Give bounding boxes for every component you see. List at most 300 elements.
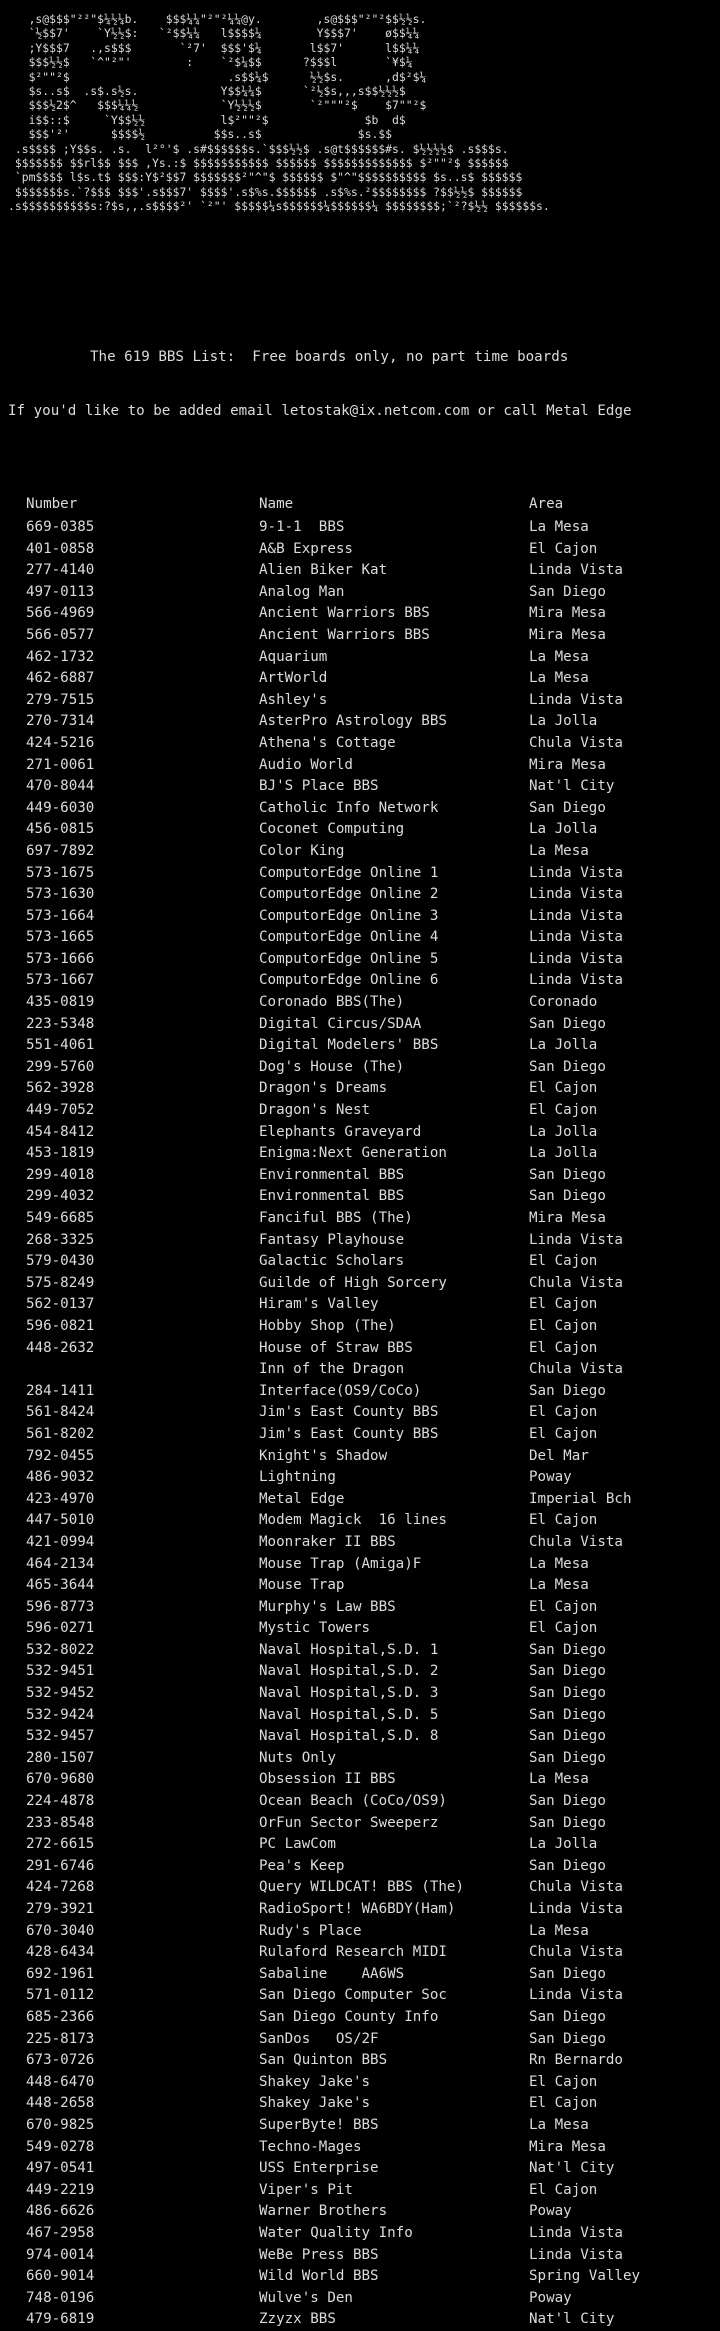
bbs-name: Obsession II BBS xyxy=(259,1771,396,1788)
bbs-name: Environmental BBS xyxy=(259,1188,405,1205)
table-row xyxy=(26,927,709,949)
bbs-area: La Mesa xyxy=(529,842,589,859)
table-row xyxy=(26,1726,709,1748)
bbs-area: Poway xyxy=(529,1469,572,1486)
table-row xyxy=(26,582,709,604)
bbs-number: 573-1675 xyxy=(26,864,95,881)
bbs-number: 685-2366 xyxy=(26,2008,95,2025)
bbs-area: Mira Mesa xyxy=(529,626,606,643)
bbs-area: San Diego xyxy=(529,1814,606,1831)
bbs-number: 448-2658 xyxy=(26,2095,95,2112)
bbs-area: San Diego xyxy=(529,1749,606,1766)
bbs-area: La Jolla xyxy=(529,821,598,838)
bbs-number: 486-9032 xyxy=(26,1469,95,1486)
bbs-area: La Jolla xyxy=(529,1836,598,1853)
table-row xyxy=(26,776,709,798)
bbs-area: Chula Vista xyxy=(529,1879,623,1896)
table-row xyxy=(26,1683,709,1705)
table-row xyxy=(26,1791,709,1813)
table-row xyxy=(26,2093,709,2115)
bbs-area: El Cajon xyxy=(529,2095,598,2112)
table-row xyxy=(26,1251,709,1273)
bbs-name: Ancient Warriors BBS xyxy=(259,605,430,622)
bbs-area: Linda Vista xyxy=(529,2224,623,2241)
bbs-number: 566-0577 xyxy=(26,626,95,643)
bbs-number: 596-8773 xyxy=(26,1598,95,1615)
bbs-area: San Diego xyxy=(529,1685,606,1702)
bbs-area: San Diego xyxy=(529,1641,606,1658)
bbs-name: Jim's East County BBS xyxy=(259,1425,439,1442)
table-row xyxy=(26,1985,709,2007)
table-row xyxy=(26,2288,709,2310)
bbs-name: Guilde of High Sorcery xyxy=(259,1274,447,1291)
table-row xyxy=(26,1964,709,1986)
table-row xyxy=(26,1510,709,1532)
bbs-name: Catholic Info Network xyxy=(259,799,439,816)
table-row xyxy=(26,647,709,669)
bbs-number: 573-1666 xyxy=(26,950,95,967)
bbs-area: San Diego xyxy=(529,1166,606,1183)
table-row xyxy=(26,755,709,777)
bbs-area: La Jolla xyxy=(529,1037,598,1054)
bbs-name: Pea's Keep xyxy=(259,1857,345,1874)
bbs-area: Linda Vista xyxy=(529,1231,623,1248)
table-row xyxy=(26,1467,709,1489)
bbs-number: 596-0271 xyxy=(26,1620,95,1637)
bbs-number: 454-8412 xyxy=(26,1123,95,1140)
bbs-area: San Diego xyxy=(529,1058,606,1075)
bbs-name: Naval Hospital,S.D. 1 xyxy=(259,1641,439,1658)
bbs-area: San Diego xyxy=(529,1728,606,1745)
bbs-name: Query WILDCAT! BBS (The) xyxy=(259,1879,464,1896)
bbs-name: Modem Magick 16 lines xyxy=(259,1512,447,1529)
bbs-name: OrFun Sector Sweeperz xyxy=(259,1814,439,1831)
bbs-number: 233-8548 xyxy=(26,1814,95,1831)
bbs-name: San Diego Computer Soc xyxy=(259,1987,447,2004)
bbs-area: Linda Vista xyxy=(529,691,623,708)
table-row xyxy=(26,2223,709,2245)
table-row xyxy=(26,884,709,906)
bbs-number: 465-3644 xyxy=(26,1577,95,1594)
bbs-name: House of Straw BBS xyxy=(259,1339,413,1356)
bbs-area: La Mesa xyxy=(529,1577,589,1594)
bbs-area: Linda Vista xyxy=(529,1901,623,1917)
bbs-name: PC LawCom xyxy=(259,1836,336,1853)
table-row xyxy=(26,1381,709,1403)
bbs-area: San Diego xyxy=(529,1663,606,1680)
bbs-name: Lightning xyxy=(259,1469,336,1486)
intro-text xyxy=(8,312,720,456)
table-row xyxy=(26,1597,709,1619)
bbs-area: Nat'l City xyxy=(529,2311,615,2328)
table-row xyxy=(26,2180,709,2202)
table-row xyxy=(26,1705,709,1727)
bbs-name: Inn of the Dragon xyxy=(259,1361,405,1378)
bbs-name: Shakey Jake's xyxy=(259,2095,371,2112)
bbs-area: San Diego xyxy=(529,1382,606,1399)
bbs-number: 453-1819 xyxy=(26,1145,95,1162)
bbs-number xyxy=(26,1359,259,1381)
table-header xyxy=(26,494,709,517)
bbs-name: ComputorEdge Online 2 xyxy=(259,886,439,903)
bbs-table xyxy=(26,494,709,2331)
bbs-number: 447-5010 xyxy=(26,1512,95,1529)
bbs-area: Linda Vista xyxy=(529,929,623,946)
table-row xyxy=(26,2115,709,2137)
bbs-number: 792-0455 xyxy=(26,1447,95,1464)
bbs-name: Rudy's Place xyxy=(259,1922,362,1939)
bbs-area: Nat'l City xyxy=(529,2160,615,2177)
bbs-number: 692-1961 xyxy=(26,1965,95,1982)
bbs-number: 561-8424 xyxy=(26,1404,95,1421)
bbs-area: El Cajon xyxy=(529,1339,598,1356)
table-row xyxy=(26,2266,709,2288)
bbs-name: Digital Circus/SDAA xyxy=(259,1015,422,1032)
bbs-number: 279-3921 xyxy=(26,1901,95,1917)
bbs-number: 532-9424 xyxy=(26,1706,95,1723)
table-row xyxy=(26,992,709,1014)
table-row xyxy=(26,1338,709,1360)
bbs-number: 497-0113 xyxy=(26,583,95,600)
table-row xyxy=(26,539,709,561)
bbs-name: Audio World xyxy=(259,756,353,773)
table-header-row xyxy=(26,494,709,517)
bbs-name: AsterPro Astrology BBS xyxy=(259,713,447,730)
bbs-name: ArtWorld xyxy=(259,670,328,687)
bbs-name: Sabaline AA6WS xyxy=(259,1965,405,1982)
table-row xyxy=(26,1424,709,1446)
bbs-area: Mira Mesa xyxy=(529,1210,606,1226)
bbs-area: La Jolla xyxy=(529,1145,598,1162)
table-row xyxy=(26,1921,709,1943)
bbs-name: Ancient Warriors BBS xyxy=(259,626,430,643)
bbs-name: Wild World BBS xyxy=(259,2268,379,2285)
bbs-number: 448-2632 xyxy=(26,1339,95,1356)
bbs-name: ComputorEdge Online 3 xyxy=(259,907,439,924)
bbs-number: 562-3928 xyxy=(26,1080,95,1097)
bbs-name: RadioSport! WA6BDY(Ham) xyxy=(259,1901,456,1917)
bbs-number: 974-0014 xyxy=(26,2246,95,2263)
bbs-number: 497-0541 xyxy=(26,2160,95,2177)
bbs-name: Mystic Towers xyxy=(259,1620,371,1637)
list-title: The 619 BBS List: Free boards only, no part time boards xyxy=(90,349,569,365)
bbs-name: Hobby Shop (The) xyxy=(259,1317,396,1334)
bbs-name: Galactic Scholars xyxy=(259,1253,405,1270)
bbs-name: Zzyzx BBS xyxy=(259,2311,336,2328)
bbs-number: 424-5216 xyxy=(26,734,95,751)
bbs-area: San Diego xyxy=(529,583,606,600)
bbs-number: 464-2134 xyxy=(26,1555,95,1572)
bbs-number: 748-0196 xyxy=(26,2289,95,2306)
bbs-name: Metal Edge xyxy=(259,1490,345,1507)
table-row xyxy=(26,1165,709,1187)
bbs-name: Athena's Cottage xyxy=(259,734,396,751)
bbs-area: El Cajon xyxy=(529,1317,598,1334)
table-row xyxy=(26,1230,709,1252)
bbs-area: Rn Bernardo xyxy=(529,2052,623,2069)
bbs-number: 449-6030 xyxy=(26,799,95,816)
bbs-area: San Diego xyxy=(529,1793,606,1810)
table-row xyxy=(26,1748,709,1770)
bbs-area: La Mesa xyxy=(529,1922,589,1939)
bbs-area: La Mesa xyxy=(529,670,589,687)
bbs-number: 299-5760 xyxy=(26,1058,95,1075)
table-row xyxy=(26,970,709,992)
table-row xyxy=(26,1640,709,1662)
table-row xyxy=(26,1186,709,1208)
table-row xyxy=(26,2158,709,2180)
bbs-name: Jim's East County BBS xyxy=(259,1404,439,1421)
table-row xyxy=(26,906,709,928)
bbs-number: 279-7515 xyxy=(26,691,95,708)
bbs-number: 423-4970 xyxy=(26,1490,95,1507)
bbs-area: San Diego xyxy=(529,1015,606,1032)
table-row xyxy=(26,1446,709,1468)
bbs-number: 573-1664 xyxy=(26,907,95,924)
ascii-art-banner: ,s@$$$"²²"$¼½¼b. $$$¼¼"²"²¼¼@y. ,s@$$$"²"²$$½½s. `½$$7' `Y½½$: `²$$¼¼ l$$$$¼ Y$$$7' ø$$¼¼ ;Y$$$7 .,s$$$ `²7' $$$'$¼ l$$7' l$$¼¼ $$$½½$ `^"²"' : `²$¼$$ ?$$$l `¥$¼ $²""²$ .s$$¼$ ½½$s. ,d$²$¼ $s..s$ .s$.s½s. Y$$¼¼$ `²½$s,,,s$$½½½$ $$$½2$^ $$$¼¼½ `Y½½½$ `²"""²$ $7""²$ i$$::$ `Y$$½½ l$²""²$ $b d$ $$$'²' $$$$½ $$s..s$ $s.$$ .s$$$$ ;Y$$s. .s. l²°'$ .s#$$$$$$s.`$$$½½$ .s@t$$$$$$#s. $½½½½$ .s$$$s. $$$$$$$ $$rl$$ $$$ ,Ys.:$ $$$$$$$$$$$ $$$$$$ $$$$$$$$$$$$$ $²""²$ $$$$$$ `pm$$$$ l$s.t$ $$$:Y$²$$7 $$$$$$$²"^"$ $$$$$$ $"^"$$$$$$$$$$ $s..s$ $$$$$$ $$$$$$$s.`?$$$ $$$'.s$$$7' $$$$'.s$%s.$$$$$$ .s$%s.²$$$$$$$$ ?$$½½$ $$$$$$ .s$$$$$$$$$$s:?$s,,.s$$$$²' `²"' $$$$$¼s$$$$$$¼$$$$$$¼ $$$$$$$$;`²?$½½ $$$$$$s. xyxy=(8,12,550,214)
bbs-area: El Cajon xyxy=(529,1620,598,1637)
table-row xyxy=(26,1143,709,1165)
bbs-number: 448-6470 xyxy=(26,2073,95,2090)
bbs-number: 669-0385 xyxy=(26,519,95,535)
bbs-number: 462-1732 xyxy=(26,648,95,665)
bbs-name: Aquarium xyxy=(259,648,328,665)
bbs-name: BJ'S Place BBS xyxy=(259,778,379,795)
bbs-name: USS Enterprise xyxy=(259,2160,379,2177)
bbs-number: 579-0430 xyxy=(26,1253,95,1270)
table-row xyxy=(26,2137,709,2159)
column-header-name: Name xyxy=(259,496,294,512)
bbs-name: Analog Man xyxy=(259,583,345,600)
table-row xyxy=(26,798,709,820)
table-row xyxy=(26,668,709,690)
bbs-area: San Diego xyxy=(529,2008,606,2025)
bbs-name: Dragon's Dreams xyxy=(259,1080,388,1097)
bbs-area: La Mesa xyxy=(529,2116,589,2133)
bbs-area: Linda Vista xyxy=(529,950,623,967)
bbs-name: Knight's Shadow xyxy=(259,1447,388,1464)
bbs-name: Nuts Only xyxy=(259,1749,336,1766)
bbs-area: Poway xyxy=(529,2289,572,2306)
bbs-area: El Cajon xyxy=(529,1598,598,1615)
bbs-number: 462-6887 xyxy=(26,670,95,687)
bbs-number: 456-0815 xyxy=(26,821,95,838)
table-row xyxy=(26,1942,709,1964)
table-row xyxy=(26,2050,709,2072)
bbs-area: Chula Vista xyxy=(529,1533,623,1550)
table-row xyxy=(26,1100,709,1122)
bbs-number: 223-5348 xyxy=(26,1015,95,1032)
table-row xyxy=(26,1899,709,1921)
table-row xyxy=(26,1661,709,1683)
bbs-area: Poway xyxy=(529,2203,572,2220)
bbs-number: 280-1507 xyxy=(26,1749,95,1766)
bbs-number: 571-0112 xyxy=(26,1987,95,2004)
bbs-area: Mira Mesa xyxy=(529,605,606,622)
bbs-number: 470-8044 xyxy=(26,778,95,795)
table-row xyxy=(26,1014,709,1036)
bbs-name: Dragon's Nest xyxy=(259,1102,371,1119)
bbs-number: 596-0821 xyxy=(26,1317,95,1334)
bbs-number: 299-4032 xyxy=(26,1188,95,1205)
table-row xyxy=(26,603,709,625)
table-row xyxy=(26,1856,709,1878)
table-row xyxy=(26,2072,709,2094)
table-row xyxy=(26,1208,709,1230)
bbs-name: Enigma:Next Generation xyxy=(259,1145,447,1162)
bbs-number: 549-0278 xyxy=(26,2138,95,2155)
bbs-area: Chula Vista xyxy=(529,734,623,751)
table-row xyxy=(26,1813,709,1835)
bbs-name: Naval Hospital,S.D. 2 xyxy=(259,1663,439,1680)
table-row xyxy=(26,1316,709,1338)
bbs-area: Nat'l City xyxy=(529,778,615,795)
table-row xyxy=(26,1035,709,1057)
bbs-name: ComputorEdge Online 1 xyxy=(259,864,439,881)
bbs-number: 549-6685 xyxy=(26,1210,95,1226)
bbs-name: Moonraker II BBS xyxy=(259,1533,396,1550)
bbs-name: Color King xyxy=(259,842,345,859)
bbs-number: 566-4969 xyxy=(26,605,95,622)
bbs-name: Ashley's xyxy=(259,691,328,708)
table-row xyxy=(26,1359,709,1381)
table-row xyxy=(26,1294,709,1316)
bbs-name: Digital Modelers' BBS xyxy=(259,1037,439,1054)
bbs-number: 291-6746 xyxy=(26,1857,95,1874)
bbs-number: 479-6819 xyxy=(26,2311,95,2328)
table-row xyxy=(26,1057,709,1079)
bbs-area: El Cajon xyxy=(529,2181,598,2198)
table-row xyxy=(26,711,709,733)
bbs-area: San Diego xyxy=(529,2030,606,2047)
bbs-area: Coronado xyxy=(529,994,598,1011)
bbs-number: 486-6626 xyxy=(26,2203,95,2220)
table-row xyxy=(26,2007,709,2029)
bbs-number: 270-7314 xyxy=(26,713,95,730)
bbs-name: Naval Hospital,S.D. 3 xyxy=(259,1685,439,1702)
bbs-number: 697-7892 xyxy=(26,842,95,859)
bbs-number: 575-8249 xyxy=(26,1274,95,1291)
bbs-area: Linda Vista xyxy=(529,1987,623,2004)
bbs-number: 428-6434 xyxy=(26,1944,95,1961)
bbs-number: 424-7268 xyxy=(26,1879,95,1896)
bbs-area: San Diego xyxy=(529,1706,606,1723)
bbs-number: 532-9457 xyxy=(26,1728,95,1745)
bbs-area: El Cajon xyxy=(529,540,598,557)
table-row xyxy=(26,1554,709,1576)
bbs-name: San Quinton BBS xyxy=(259,2052,388,2069)
bbs-name: Fanciful BBS (The) xyxy=(259,1210,413,1226)
bbs-area: Spring Valley xyxy=(529,2268,641,2285)
bbs-number: 532-8022 xyxy=(26,1641,95,1658)
bbs-name: Coconet Computing xyxy=(259,821,405,838)
bbs-name: Dog's House (The) xyxy=(259,1058,405,1075)
table-row xyxy=(26,1532,709,1554)
bbs-area: Linda Vista xyxy=(529,907,623,924)
bbs-number: 670-3040 xyxy=(26,1922,95,1939)
bbs-area: El Cajon xyxy=(529,1102,598,1119)
bbs-number: 284-1411 xyxy=(26,1382,95,1399)
bbs-number: 277-4140 xyxy=(26,562,95,579)
bbs-area: Imperial Bch xyxy=(529,1490,632,1507)
table-body xyxy=(26,517,709,2331)
table-row xyxy=(26,1402,709,1424)
bbs-area: San Diego xyxy=(529,799,606,816)
bbs-number: 401-0858 xyxy=(26,540,95,557)
bbs-name: Interface(OS9/CoCo) xyxy=(259,1382,422,1399)
bbs-area: El Cajon xyxy=(529,1404,598,1421)
bbs-area: San Diego xyxy=(529,1188,606,1205)
bbs-name: Wulve's Den xyxy=(259,2289,353,2306)
bbs-area: Mira Mesa xyxy=(529,2138,606,2155)
bbs-number: 449-7052 xyxy=(26,1102,95,1119)
bbs-name: WeBe Press BBS xyxy=(259,2246,379,2263)
bbs-number: 224-4878 xyxy=(26,1793,95,1810)
bbs-number: 272-6615 xyxy=(26,1836,95,1853)
bbs-name: Shakey Jake's xyxy=(259,2073,371,2090)
bbs-number: 421-0994 xyxy=(26,1533,95,1550)
bbs-number: 673-0726 xyxy=(26,2052,95,2069)
bbs-number: 573-1667 xyxy=(26,972,95,989)
column-header-area: Area xyxy=(529,496,564,512)
bbs-name: Murphy's Law BBS xyxy=(259,1598,396,1615)
bbs-area: El Cajon xyxy=(529,1253,598,1270)
table-row xyxy=(26,690,709,712)
table-row xyxy=(26,1489,709,1511)
bbs-name: ComputorEdge Online 5 xyxy=(259,950,439,967)
bbs-name: Rulaford Research MIDI xyxy=(259,1944,447,1961)
bbs-name: SanDos OS/2F xyxy=(259,2030,379,2047)
table-row xyxy=(26,733,709,755)
bbs-area: La Mesa xyxy=(529,1771,589,1788)
bbs-name: Techno-Mages xyxy=(259,2138,362,2155)
table-row xyxy=(26,560,709,582)
contact-line: If you'd like to be added email letostak@ix.netcom.com or call Metal Edge xyxy=(8,403,632,419)
bbs-number: 660-9014 xyxy=(26,2268,95,2285)
bbs-number: 268-3325 xyxy=(26,1231,95,1248)
bbs-number: 573-1665 xyxy=(26,929,95,946)
bbs-area: El Cajon xyxy=(529,2073,598,2090)
bbs-name: Viper's Pit xyxy=(259,2181,353,2198)
bbs-name: ComputorEdge Online 4 xyxy=(259,929,439,946)
bbs-name: A&B Express xyxy=(259,540,353,557)
bbs-area: San Diego xyxy=(529,1965,606,1982)
bbs-area: El Cajon xyxy=(529,1296,598,1313)
table-row xyxy=(26,1834,709,1856)
table-row xyxy=(26,517,709,539)
bbs-area: El Cajon xyxy=(529,1512,598,1529)
bbs-area: El Cajon xyxy=(529,1080,598,1097)
table-row xyxy=(26,2245,709,2267)
bbs-area: La Jolla xyxy=(529,713,598,730)
bbs-number: 562-0137 xyxy=(26,1296,95,1313)
bbs-number: 271-0061 xyxy=(26,756,95,773)
column-header-number: Number xyxy=(26,496,78,512)
bbs-number: 670-9680 xyxy=(26,1771,95,1788)
bbs-name: SuperByte! BBS xyxy=(259,2116,379,2133)
bbs-name: Naval Hospital,S.D. 5 xyxy=(259,1706,439,1723)
bbs-name: Coronado BBS(The) xyxy=(259,994,405,1011)
bbs-number: 225-8173 xyxy=(26,2030,95,2047)
bbs-area: Linda Vista xyxy=(529,972,623,989)
table-row xyxy=(26,2201,709,2223)
table-row xyxy=(26,949,709,971)
bbs-area: La Jolla xyxy=(529,1123,598,1140)
table-row xyxy=(26,2309,709,2331)
bbs-area: La Mesa xyxy=(529,1555,589,1572)
bbs-number: 551-4061 xyxy=(26,1037,95,1054)
table-row xyxy=(26,841,709,863)
